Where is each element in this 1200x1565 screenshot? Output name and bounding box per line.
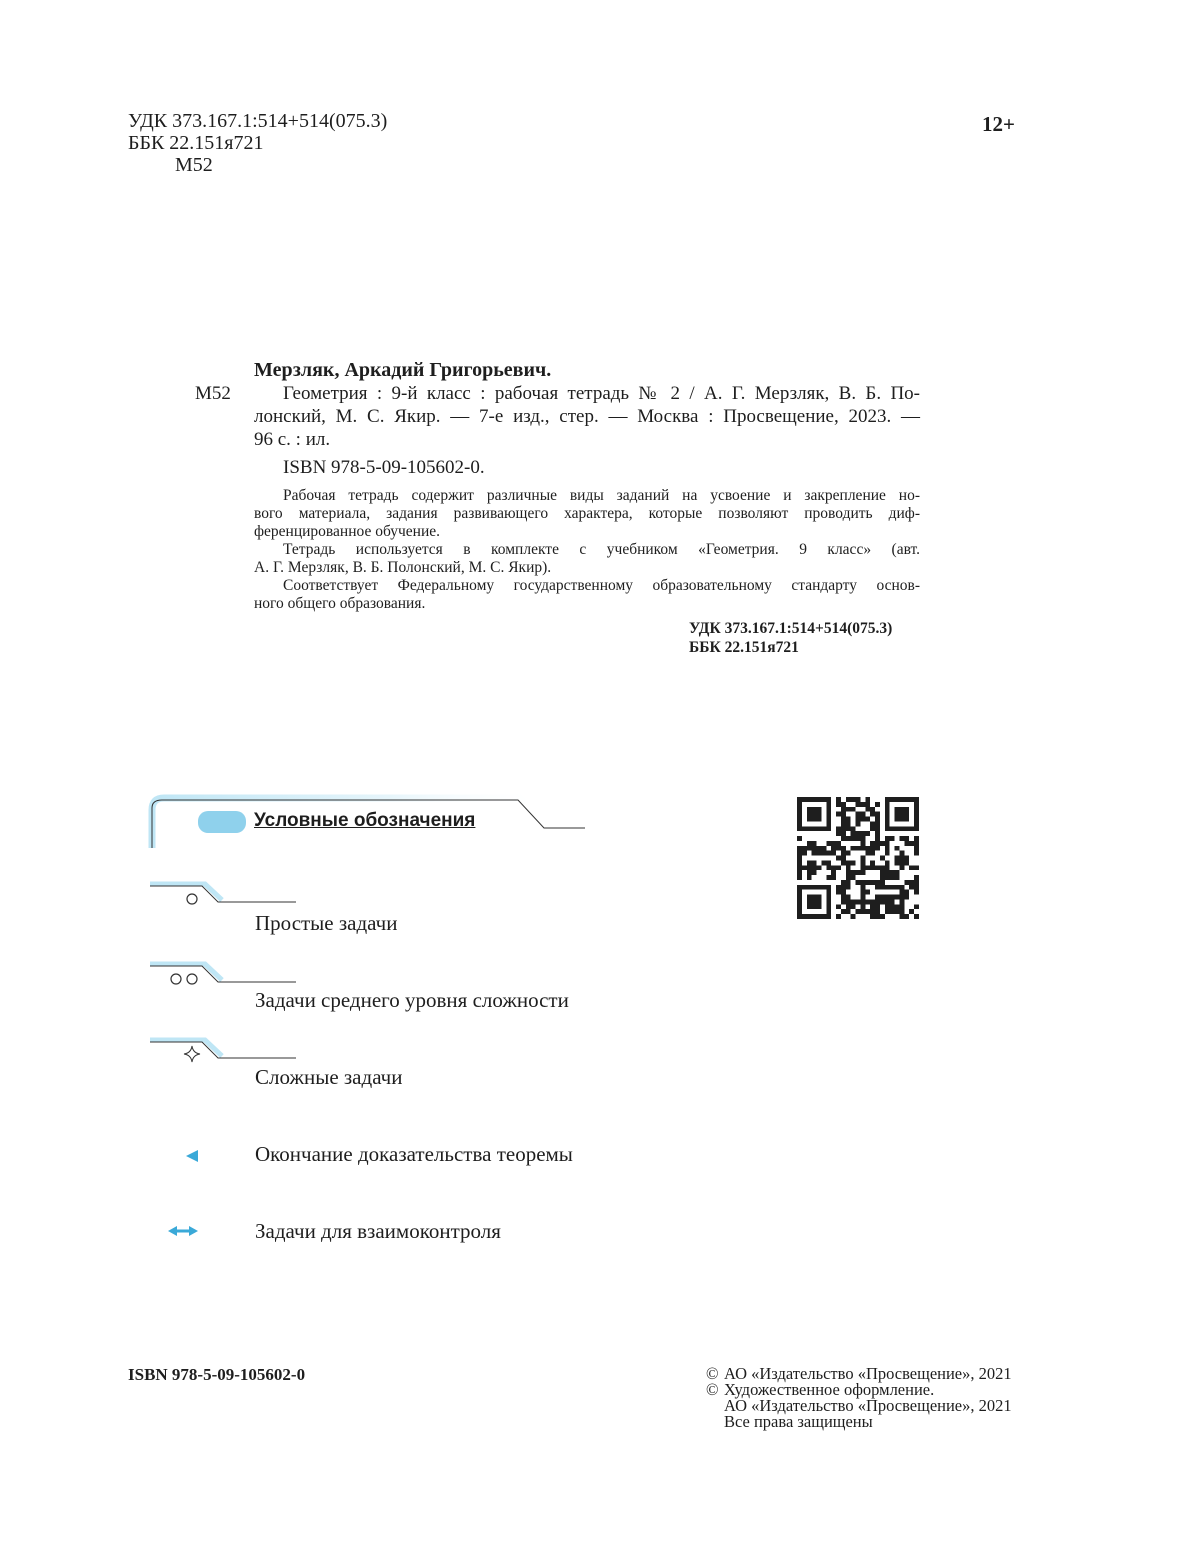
copyright-symbol: © — [706, 1380, 719, 1399]
copyright-line: Художественное оформление. — [724, 1380, 935, 1399]
star-icon — [184, 1046, 200, 1062]
legend-item-label: Простые задачи — [255, 911, 398, 935]
annotation-line: А. Г. Мерзляк, В. Б. Полонский, М. С. Якир). — [254, 559, 552, 576]
copyright-line: АО «Издательство «Просвещение», 2021 — [724, 1364, 1012, 1383]
legend-item-label: Сложные задачи — [255, 1065, 403, 1089]
copyright-line: АО «Издательство «Просвещение», 2021 — [724, 1396, 1012, 1415]
annotation-line: Рабочая тетрадь содержит различные виды заданий на усвоение и закрепление но- — [283, 487, 920, 504]
copyright-line: Все права защищены — [724, 1412, 873, 1431]
legend-marker-hard — [150, 1036, 300, 1066]
double-circle-icon — [171, 974, 197, 984]
card-udk: УДК 373.167.1:514+514(075.3) — [689, 620, 893, 637]
card-author: Мерзляк, Аркадий Григорьевич. — [254, 359, 552, 381]
copyright-symbol: © — [706, 1364, 719, 1383]
legend-title: Условные обозначения — [254, 810, 476, 831]
author-mark: М52 — [175, 154, 213, 176]
card-codes — [254, 619, 920, 657]
legend-marker-medium — [150, 960, 300, 990]
bib-line: лонский, М. С. Якир. — 7-е изд., стер. — Москва : Просвещение, 2023. — — [254, 406, 920, 427]
legend-item-label: Окончание доказательства теоремы — [255, 1142, 573, 1166]
card-isbn: ISBN 978-5-09-105602-0. — [283, 457, 485, 478]
annotation — [254, 487, 920, 613]
legend-item-label: Задачи для взаимоконтроля — [255, 1219, 501, 1243]
age-rating: 12+ — [982, 112, 1015, 136]
bbk-code: ББК 22.151я721 — [128, 132, 264, 154]
annotation-line: ференцированное обучение. — [254, 523, 441, 540]
footer-isbn: ISBN 978-5-09-105602-0 — [128, 1365, 306, 1384]
triangle-left-icon — [184, 1148, 204, 1164]
bib-line: Геометрия : 9-й класс : рабочая тетрадь № 2 / А. Г. Мерзляк, В. Б. По- — [283, 383, 920, 404]
legend-marker-simple — [150, 880, 300, 910]
legend-item-label: Задачи среднего уровня сложности — [255, 988, 569, 1012]
card-author-mark: М52 — [195, 383, 231, 404]
annotation-line: ного общего образования. — [254, 595, 426, 612]
annotation-line: вого материала, задания развивающего характера, которые позволяют проводить диф- — [254, 505, 920, 522]
circle-icon — [187, 894, 197, 904]
legend-tab-marker — [198, 811, 246, 833]
card-bbk: ББК 22.151я721 — [689, 639, 799, 656]
annotation-line: Тетрадь используется в комплекте с учебником «Геометрия. 9 класс» (авт. — [283, 541, 920, 558]
qr-code — [797, 797, 919, 919]
top-classification-codes — [128, 110, 387, 176]
bib-line: 96 с. : ил. — [254, 429, 331, 450]
bibliographic-description — [254, 382, 920, 451]
double-arrow-icon — [166, 1223, 202, 1239]
copyright-block — [706, 1366, 1012, 1430]
annotation-line: Соответствует Федеральному государственному образовательному стандарту основ- — [283, 577, 920, 594]
udk-code: УДК 373.167.1:514+514(075.3) — [128, 110, 388, 132]
catalog-card — [254, 358, 920, 657]
